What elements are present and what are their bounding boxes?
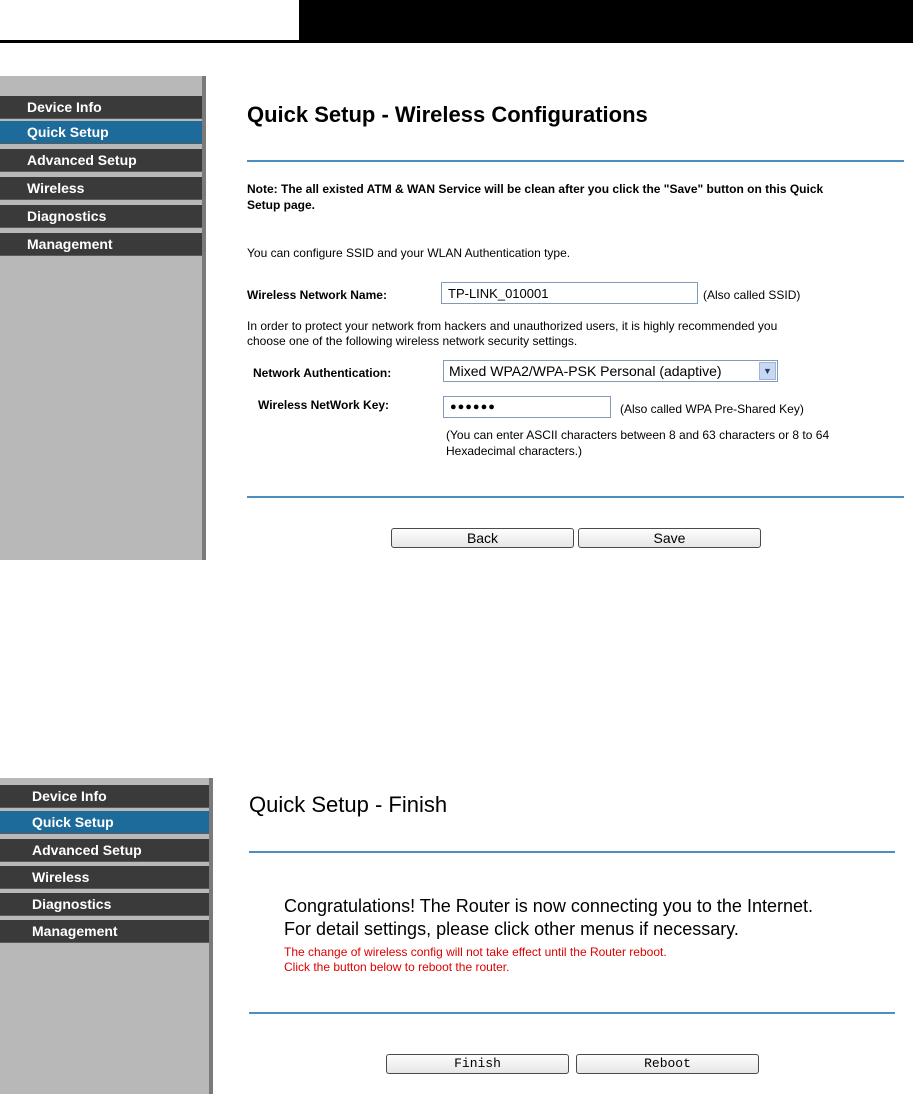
sidebar-item-quick-setup[interactable]: Quick Setup <box>0 121 202 144</box>
sidebar-item-wireless[interactable]: Wireless <box>0 177 202 200</box>
auth-label: Network Authentication: <box>253 366 392 380</box>
reboot-button[interactable]: Reboot <box>576 1054 759 1074</box>
key-hint: (Also called WPA Pre-Shared Key) <box>620 402 804 416</box>
sidebar-item-device-info[interactable]: Device Info <box>0 96 202 119</box>
protect-text-2: choose one of the following wireless network security settings. <box>247 334 578 348</box>
auth-select[interactable] <box>443 360 778 382</box>
header-black-bar <box>299 0 913 40</box>
sidebar-item-quick-setup[interactable]: Quick Setup <box>0 811 209 834</box>
ssid-label: Wireless Network Name: <box>247 288 387 302</box>
finish-button[interactable]: Finish <box>386 1054 569 1074</box>
auth-select-value: Mixed WPA2/WPA-PSK Personal (adaptive) <box>449 363 722 379</box>
divider-top <box>247 160 904 162</box>
key-help-2: Hexadecimal characters.) <box>446 444 583 458</box>
congrats-line-1: Congratulations! The Router is now connecting you to the Internet. <box>284 896 813 916</box>
page-title: Quick Setup - Wireless Configurations <box>247 102 648 127</box>
chevron-down-icon[interactable]: ▼ <box>759 362 776 380</box>
sidebar-item-management[interactable]: Management <box>0 233 202 256</box>
reboot-warning-1: The change of wireless config will not take effect until the Router reboot. <box>284 945 667 959</box>
ssid-input[interactable] <box>441 282 698 304</box>
sidebar-item-advanced-setup[interactable]: Advanced Setup <box>0 149 202 172</box>
congrats-line-2: For detail settings, please click other menus if necessary. <box>284 919 739 939</box>
back-button[interactable]: Back <box>391 528 574 548</box>
note-text-cont: Setup page. <box>247 198 316 212</box>
finish-divider-top <box>249 851 895 853</box>
sidebar <box>0 76 206 560</box>
finish-content <box>213 778 913 1094</box>
sidebar-item-management[interactable]: Management <box>0 920 209 943</box>
finish-divider-bottom <box>249 1012 895 1014</box>
finish-page-title: Quick Setup - Finish <box>249 792 448 817</box>
sidebar-item-wireless[interactable]: Wireless <box>0 866 209 889</box>
divider-bottom <box>247 496 904 498</box>
key-label: Wireless NetWork Key: <box>258 398 390 412</box>
sidebar-finish <box>0 778 213 1094</box>
key-input[interactable]: ●●●●●● <box>443 396 611 418</box>
note-text: Note: The all existed ATM & WAN Service will be clean after you click the "Save" button on this Quick <box>247 182 824 196</box>
finish-screen <box>0 778 913 1094</box>
protect-text-1: In order to protect your network from hackers and unauthorized users, it is highly recommended you <box>247 319 778 333</box>
reboot-warning-2: Click the button below to reboot the router. <box>284 960 510 974</box>
save-button[interactable]: Save <box>578 528 761 548</box>
sidebar-item-diagnostics[interactable]: Diagnostics <box>0 205 202 228</box>
key-help-1: (You can enter ASCII characters between 8 and 63 characters or 8 to 64 <box>446 428 830 442</box>
sidebar-item-device-info[interactable]: Device Info <box>0 785 209 808</box>
header-rule <box>0 40 913 43</box>
sidebar-item-diagnostics[interactable]: Diagnostics <box>0 893 209 916</box>
wireless-config-screen <box>0 76 913 560</box>
sidebar-item-advanced-setup[interactable]: Advanced Setup <box>0 839 209 862</box>
ssid-hint: (Also called SSID) <box>703 288 801 302</box>
intro-text: You can configure SSID and your WLAN Authentication type. <box>247 246 571 260</box>
wireless-content <box>206 76 913 560</box>
